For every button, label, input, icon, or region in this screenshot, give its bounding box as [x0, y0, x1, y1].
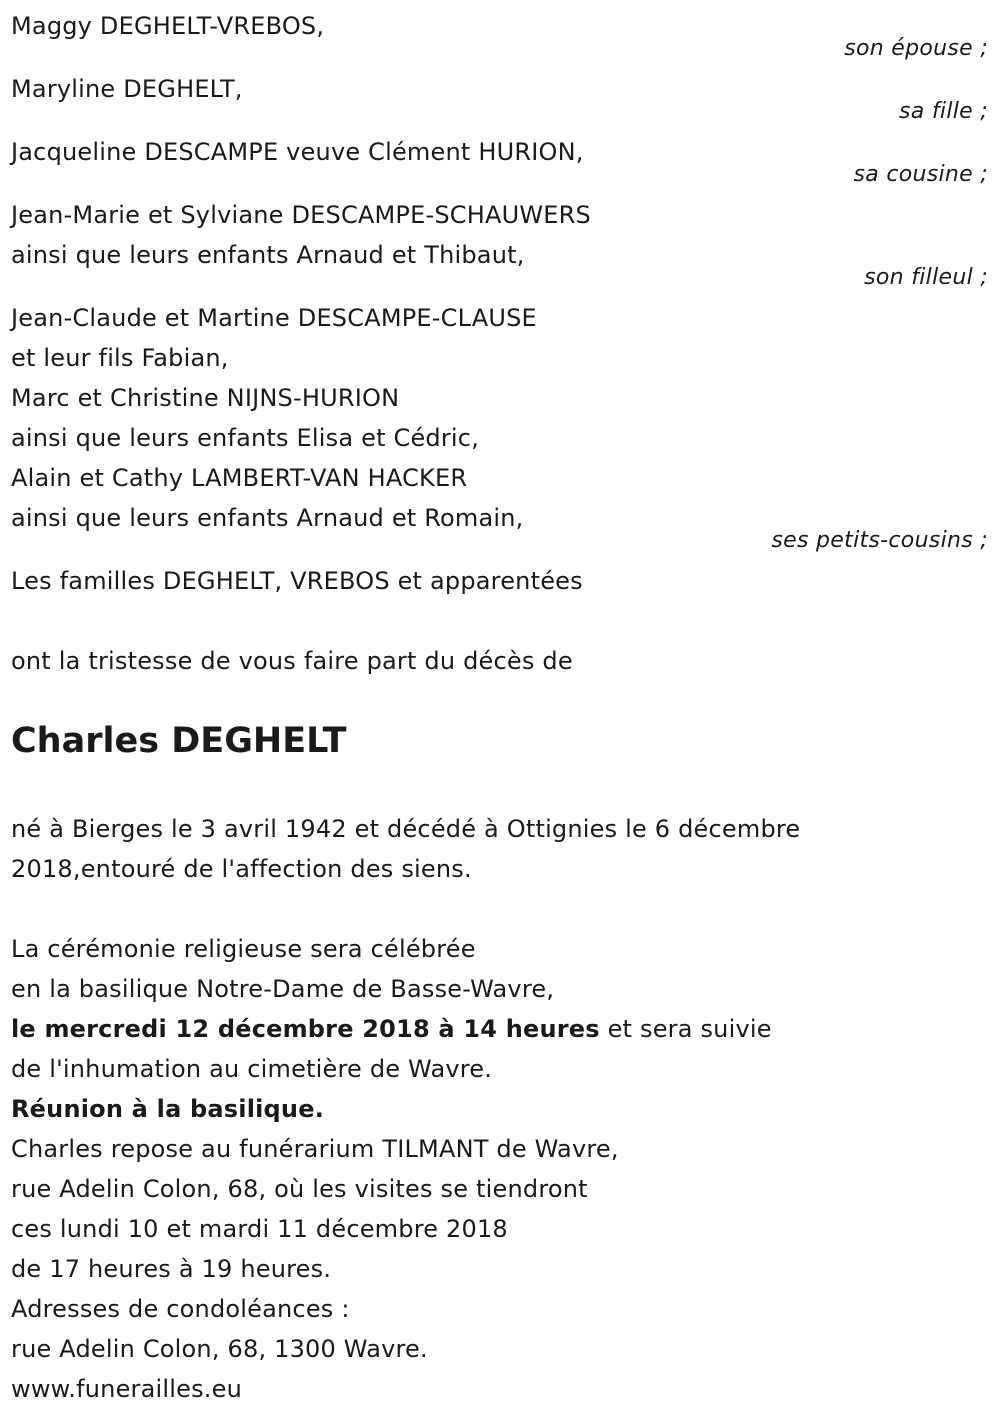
ceremony-reunion: Réunion à la basilique.: [11, 1095, 325, 1123]
deceased-name: Charles DEGHELT: [11, 721, 347, 761]
role-sa-fille: sa fille ;: [899, 99, 988, 124]
family-line-jean-marie-children: ainsi que leurs enfants Arnaud et Thibaut,: [11, 241, 525, 269]
family-line-familles: Les familles DEGHELT, VREBOS et apparentées: [11, 567, 583, 595]
ceremony-line-8: ces lundi 10 et mardi 11 décembre 2018: [11, 1215, 508, 1243]
ceremony-line-7: rue Adelin Colon, 68, où les visites se tiendront: [11, 1175, 588, 1203]
family-line-fabian: et leur fils Fabian,: [11, 344, 229, 372]
role-sa-cousine: sa cousine ;: [853, 162, 988, 187]
family-line-maggy: Maggy DEGHELT-VREBOS,: [11, 12, 325, 40]
bio-line-1: né à Bierges le 3 avril 1942 et décédé à Ottignies le 6 décembre: [11, 815, 801, 843]
family-line-maryline: Maryline DEGHELT,: [11, 75, 243, 103]
ceremony-line-3: [11, 1009, 772, 1049]
role-son-filleul: son filleul ;: [864, 265, 988, 290]
ceremony-line-6: Charles repose au funérarium TILMANT de Wavre,: [11, 1135, 619, 1163]
ceremony-line-1: La cérémonie religieuse sera célébrée: [11, 935, 476, 963]
website-link[interactable]: www.funerailles.eu: [11, 1375, 243, 1403]
ceremony-line-9: de 17 heures à 19 heures.: [11, 1255, 332, 1283]
ceremony-line-2: en la basilique Notre-Dame de Basse-Wavre,: [11, 975, 555, 1003]
ceremony-line-3-rest: et sera suivie: [599, 1015, 772, 1043]
announcement-text: ont la tristesse de vous faire part du décès de: [11, 647, 573, 675]
role-ses-petits-cousins: ses petits-cousins ;: [771, 528, 988, 553]
family-line-jean-marie: Jean-Marie et Sylviane DESCAMPE-SCHAUWERS: [11, 201, 591, 229]
family-line-jean-claude: Jean-Claude et Martine DESCAMPE-CLAUSE: [11, 304, 537, 332]
family-line-alain: Alain et Cathy LAMBERT-VAN HACKER: [11, 464, 468, 492]
role-son-epouse: son épouse ;: [844, 36, 988, 61]
family-line-jacqueline: Jacqueline DESCAMPE veuve Clément HURION,: [11, 138, 584, 166]
family-line-alain-children: ainsi que leurs enfants Arnaud et Romain,: [11, 504, 524, 532]
ceremony-line-4: de l'inhumation au cimetière de Wavre.: [11, 1055, 493, 1083]
family-line-marc-children: ainsi que leurs enfants Elisa et Cédric,: [11, 424, 480, 452]
ceremony-date-time: le mercredi 12 décembre 2018 à 14 heures: [11, 1015, 600, 1043]
condolences-address: rue Adelin Colon, 68, 1300 Wavre.: [11, 1335, 428, 1363]
family-line-marc: Marc et Christine NIJNS-HURION: [11, 384, 400, 412]
condolences-label: Adresses de condoléances :: [11, 1295, 350, 1323]
bio-line-2: 2018,entouré de l'affection des siens.: [11, 855, 472, 883]
